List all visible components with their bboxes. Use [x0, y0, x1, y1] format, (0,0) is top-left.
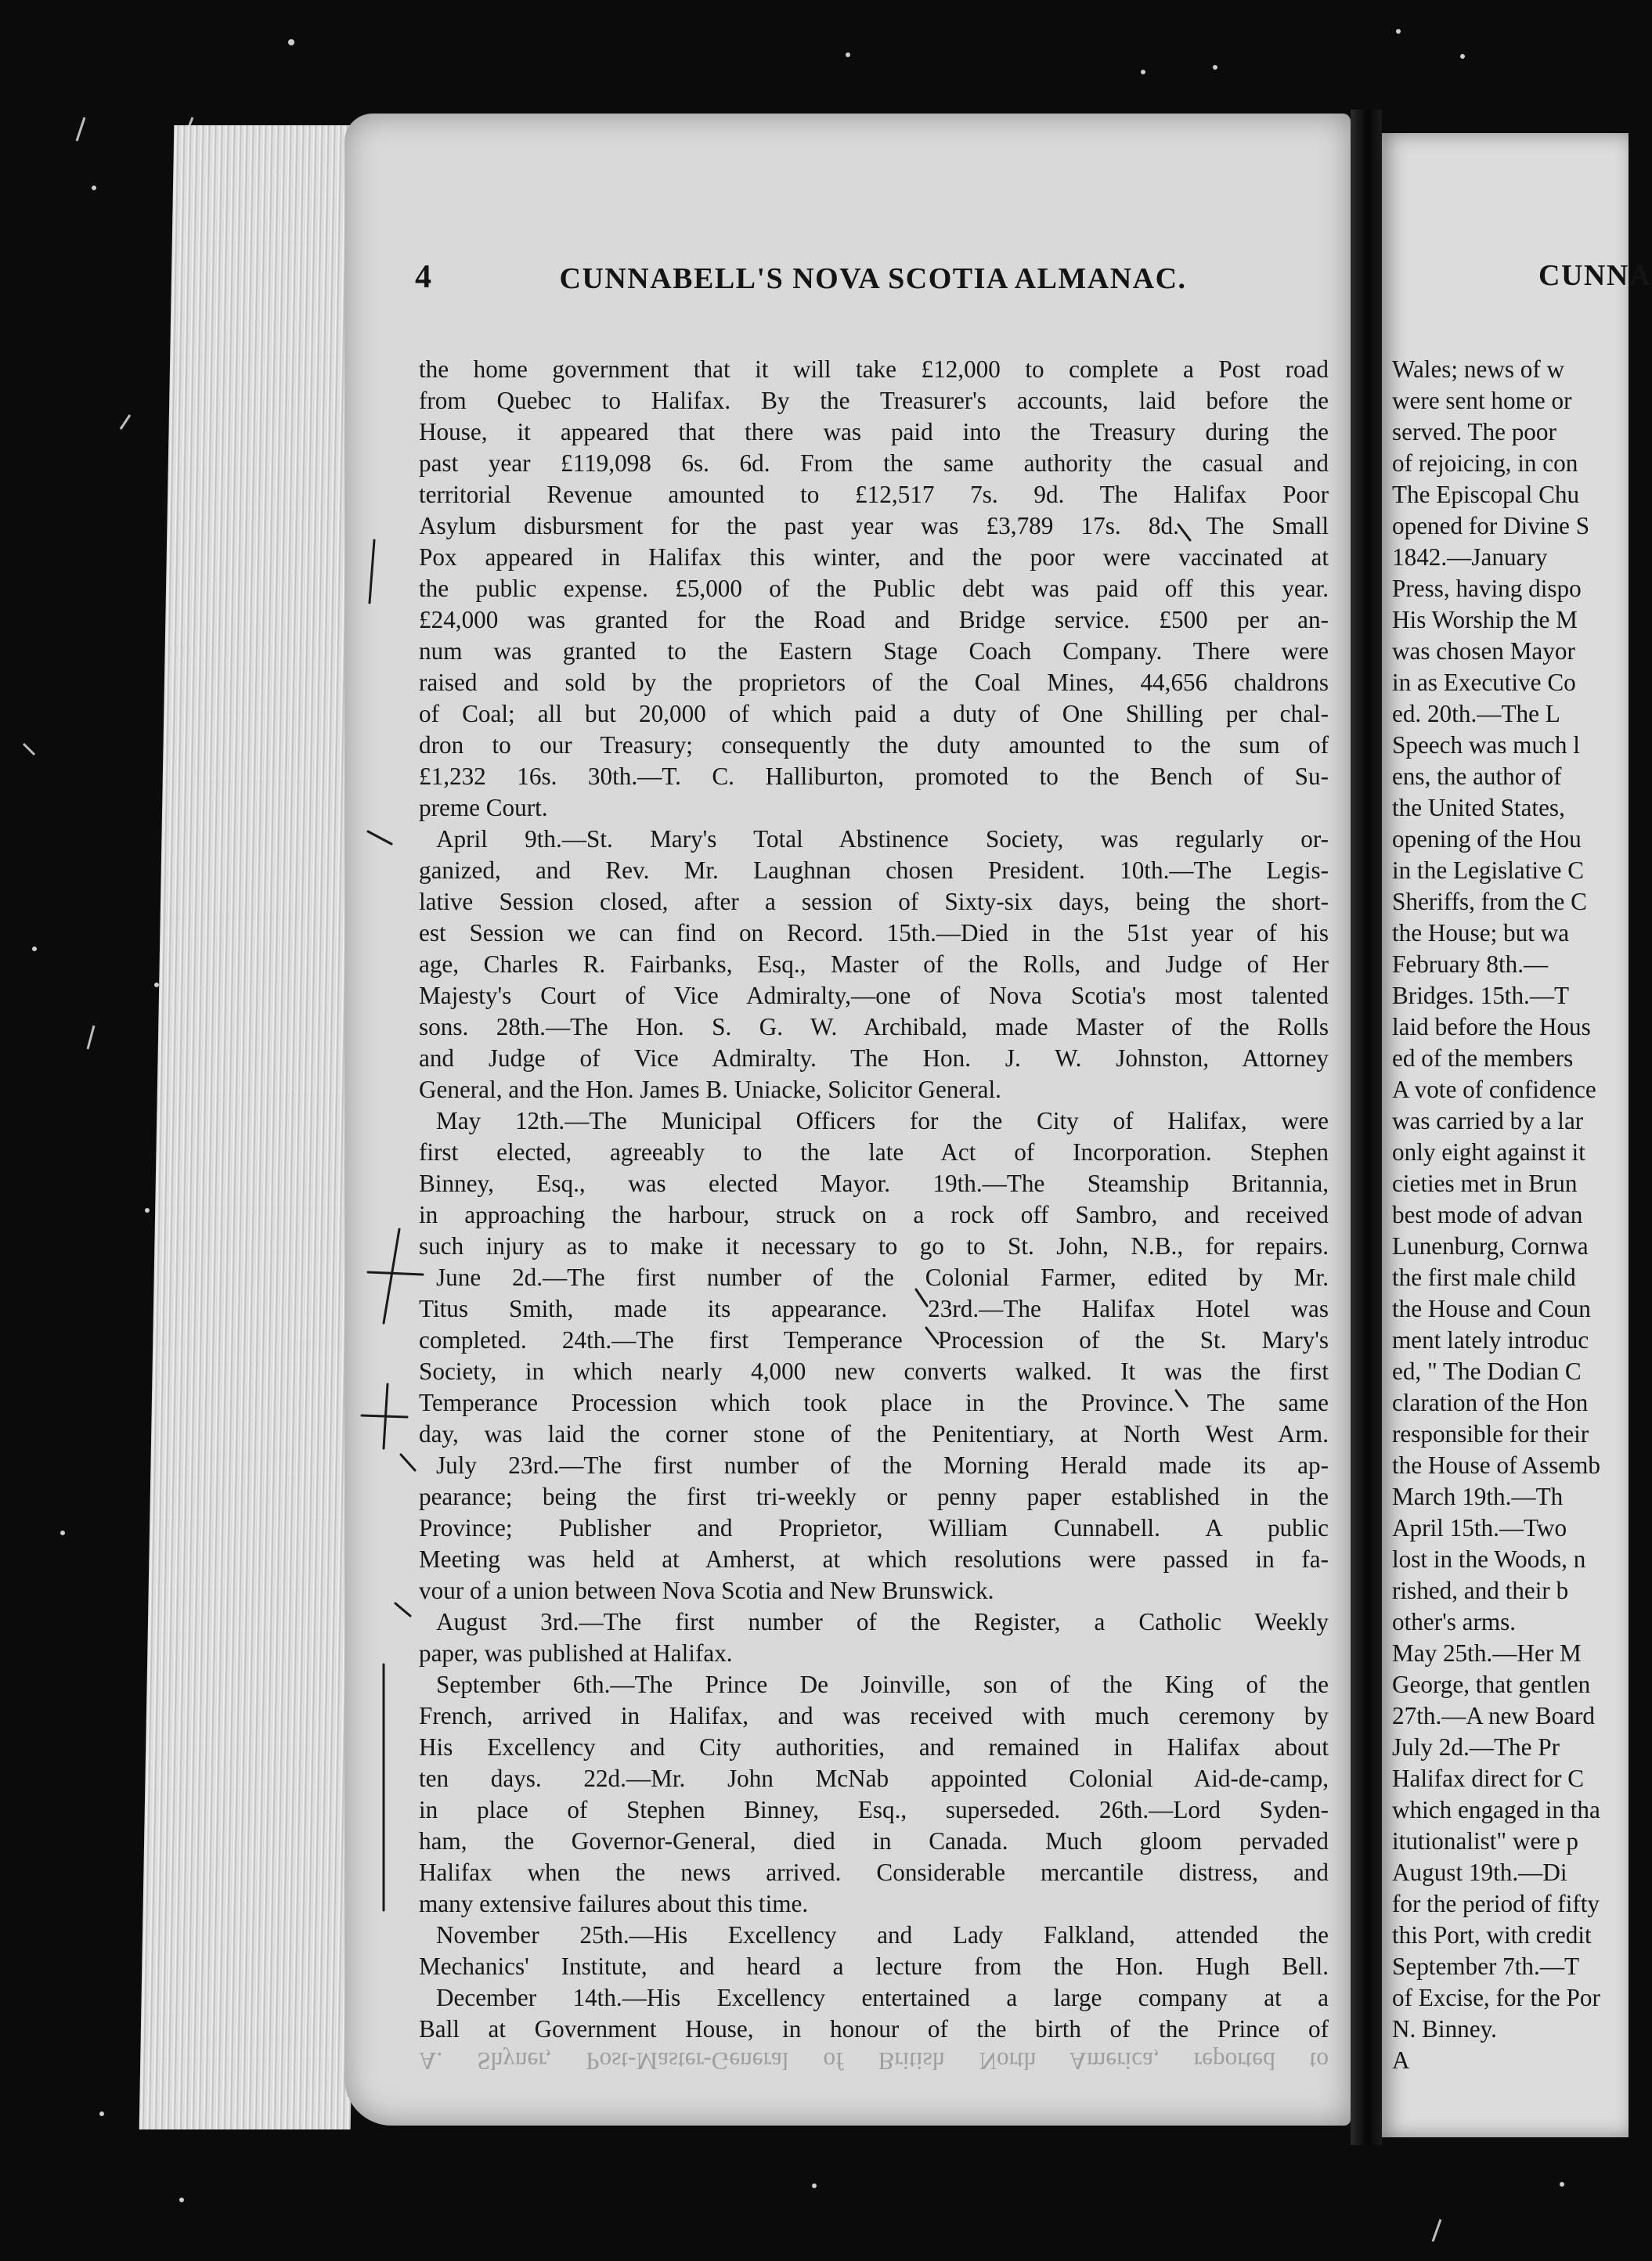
text-line: the home government that it will take £12,000 to complete a Post road — [419, 355, 1329, 383]
text-line: Majesty's Court of Vice Admiralty,—one of Nova Scotia's most talented — [419, 982, 1329, 1009]
text-line-june: June 2d.—The first number of the Colonial Farmer, edited by Mr. — [436, 1264, 1329, 1291]
text-line: Society, in which nearly 4,000 new converts walked. It was the first — [419, 1358, 1329, 1385]
right-text-line: July 2d.—The Pr — [1392, 1733, 1560, 1761]
running-head-title: CUNNABELL'S NOVA SCOTIA ALMANAC. — [559, 262, 1187, 295]
right-text-line: ed. 20th.—The L — [1392, 700, 1560, 727]
text-line: General, and the Hon. James B. Uniacke, Solicitor General. — [419, 1076, 1001, 1103]
text-line-april: April 9th.—St. Mary's Total Abstinence Society, was regularly or- — [436, 825, 1329, 853]
right-text-line: Halifax direct for C — [1392, 1765, 1585, 1792]
text-line: Mechanics' Institute, and heard a lecture from the Hon. Hugh Bell. — [419, 1953, 1329, 1980]
right-text-line: served. The poor — [1392, 418, 1556, 445]
text-line: Meeting was held at Amherst, at which resolutions were passed in fa- — [419, 1545, 1329, 1573]
right-text-line: A vote of confidence — [1392, 1076, 1596, 1103]
right-text-line: May 25th.—Her M — [1392, 1639, 1582, 1667]
right-text-line: ed of the members — [1392, 1044, 1574, 1072]
text-line: ham, the Governor-General, died in Canada. Much gloom pervaded — [419, 1827, 1329, 1855]
text-line: preme Court. — [419, 794, 548, 821]
book-gutter — [1351, 110, 1382, 2145]
text-line: and Judge of Vice Admiralty. The Hon. J. W. Johnston, Attorney — [419, 1044, 1329, 1072]
text-line: Temperance Procession which took place in the Province. The same — [419, 1389, 1329, 1416]
text-line: Province; Publisher and Proprietor, William Cunnabell. A public — [419, 1514, 1329, 1542]
text-line: past year £119,098 6s. 6d. From the same authority the casual and — [419, 449, 1329, 477]
right-text-line: Wales; news of w — [1392, 355, 1565, 383]
text-line: in place of Stephen Binney, Esq., superseded. 26th.—Lord Syden- — [419, 1796, 1329, 1823]
right-text-line: September 7th.—T — [1392, 1953, 1580, 1980]
right-text-line: March 19th.—Th — [1392, 1483, 1564, 1510]
text-line: vour of a union between Nova Scotia and New Brunswick. — [419, 1577, 994, 1604]
text-line: Binney, Esq., was elected Mayor. 19th.—The Steamship Britannia, — [419, 1170, 1329, 1197]
text-line: many extensive failures about this time. — [419, 1890, 809, 1917]
right-text-line: was chosen Mayor — [1392, 637, 1575, 665]
right-text-line: ens, the author of — [1392, 763, 1562, 790]
right-text-line: of Excise, for the Por — [1392, 1984, 1600, 2011]
text-line: num was granted to the Eastern Stage Coach Company. There were — [419, 637, 1329, 665]
right-text-line: the House; but wa — [1392, 919, 1570, 947]
bleed-through-line: A. Shyner, Post-Master-General of British North America, reported to — [419, 2047, 1329, 2075]
right-text-line: only eight against it — [1392, 1138, 1585, 1166]
text-line: ten days. 22d.—Mr. John McNab appointed Colonial Aid-de-camp, — [419, 1765, 1329, 1792]
text-line: paper, was published at Halifax. — [419, 1639, 733, 1667]
right-text-line: the first male child — [1392, 1264, 1576, 1291]
right-text-line: The Episcopal Chu — [1392, 481, 1580, 508]
right-text-line: Bridges. 15th.—T — [1392, 982, 1570, 1009]
right-text-line: George, that gentlen — [1392, 1671, 1591, 1698]
text-line: the public expense. £5,000 of the Public debt was paid off this year. — [419, 575, 1329, 602]
right-text-line: 1842.—January — [1392, 543, 1548, 571]
right-text-line: rished, and their b — [1392, 1577, 1569, 1604]
text-line: est Session we can find on Record. 15th.—Died in the 51st year of his — [419, 919, 1329, 947]
text-line: Titus Smith, made its appearance. 23rd.—The Halifax Hotel was — [419, 1295, 1329, 1322]
text-line: from Quebec to Halifax. By the Treasurer's accounts, laid before the — [419, 387, 1329, 414]
text-line: His Excellency and City authorities, and remained in Halifax about — [419, 1733, 1329, 1761]
text-line-december: December 14th.—His Excellency entertained a large company at a — [436, 1984, 1329, 2011]
right-text-line: N. Binney. — [1392, 2015, 1497, 2043]
text-line: territorial Revenue amounted to £12,517 7s. 9d. The Halifax Poor — [419, 481, 1329, 508]
text-line: ganized, and Rev. Mr. Laughnan chosen President. 10th.—The Legis- — [419, 856, 1329, 884]
right-text-line: Sheriffs, from the C — [1392, 888, 1587, 915]
right-text-line: itutionalist" were p — [1392, 1827, 1578, 1855]
right-text-line: was carried by a lar — [1392, 1107, 1584, 1134]
right-text-line: Speech was much l — [1392, 731, 1580, 759]
right-text-line: were sent home or — [1392, 387, 1572, 414]
text-line: dron to our Treasury; consequently the duty amounted to the sum of — [419, 731, 1329, 759]
text-line: such injury as to make it necessary to go to St. John, N.B., for repairs. — [419, 1232, 1329, 1260]
right-text-line: February 8th.— — [1392, 950, 1549, 978]
text-line: in approaching the harbour, struck on a rock off Sambro, and received — [419, 1201, 1329, 1228]
right-text-line: in as Executive Co — [1392, 669, 1576, 696]
text-line: Halifax when the news arrived. Considerable mercantile distress, and — [419, 1859, 1329, 1886]
right-text-line: responsible for their — [1392, 1420, 1589, 1448]
text-line: lative Session closed, after a session of Sixty-six days, being the short- — [419, 888, 1329, 915]
text-line: pearance; being the first tri-weekly or penny paper established in the — [419, 1483, 1329, 1510]
text-line-november: November 25th.—His Excellency and Lady Falkland, attended the — [436, 1921, 1329, 1949]
right-text-line: April 15th.—Two — [1392, 1514, 1567, 1542]
right-text-line: this Port, with credit — [1392, 1921, 1592, 1949]
text-line: completed. 24th.—The first Temperance Procession of the St. Mary's — [419, 1326, 1329, 1354]
right-text-line: best mode of advan — [1392, 1201, 1583, 1228]
right-text-line: opened for Divine S — [1392, 512, 1590, 539]
right-text-line: for the period of fifty — [1392, 1890, 1600, 1917]
text-line: House, it appeared that there was paid into the Treasury during the — [419, 418, 1329, 445]
right-text-line: lost in the Woods, n — [1392, 1545, 1586, 1573]
right-text-line: in the Legislative C — [1392, 856, 1585, 884]
right-page-text — [1392, 354, 1629, 2074]
right-text-line: Press, having dispo — [1392, 575, 1582, 602]
right-text-line: opening of the Hou — [1392, 825, 1582, 853]
text-line: Asylum disbursment for the past year was £3,789 17s. 8d. The Small — [419, 512, 1329, 539]
text-line: day, was laid the corner stone of the Penitentiary, at North West Arm. — [419, 1420, 1329, 1448]
right-text-line: His Worship the M — [1392, 606, 1578, 633]
running-header — [415, 258, 1331, 305]
right-text-line: the House of Assemb — [1392, 1451, 1600, 1479]
right-text-line: ment lately introduc — [1392, 1326, 1589, 1354]
right-text-line: ed, " The Dodian C — [1392, 1358, 1582, 1385]
right-running-head: CUNNA — [1538, 259, 1652, 292]
text-line: raised and sold by the proprietors of the Coal Mines, 44,656 chaldrons — [419, 669, 1329, 696]
text-line: first elected, agreeably to the late Act of Incorporation. Stephen — [419, 1138, 1329, 1166]
almanac-body-text — [419, 354, 1329, 2075]
text-line-september: September 6th.—The Prince De Joinville, son of the King of the — [436, 1671, 1329, 1698]
text-line: Pox appeared in Halifax this winter, and the poor were vaccinated at — [419, 543, 1329, 571]
text-line: Ball at Government House, in honour of the birth of the Prince of — [419, 2015, 1329, 2043]
right-text-line: 27th.—A new Board — [1392, 1702, 1596, 1729]
text-line: age, Charles R. Fairbanks, Esq., Master of the Rolls, and Judge of Her — [419, 950, 1329, 978]
right-text-line: which engaged in tha — [1392, 1796, 1600, 1823]
page-number: 4 — [415, 259, 431, 295]
right-text-line: August 19th.—Di — [1392, 1859, 1567, 1886]
right-text-line: laid before the Hous — [1392, 1013, 1591, 1040]
right-text-line: the United States, — [1392, 794, 1565, 821]
text-line: of Coal; all but 20,000 of which paid a duty of One Shilling per chal- — [419, 700, 1329, 727]
right-text-line: of rejoicing, in con — [1392, 449, 1578, 477]
right-text-line: cieties met in Brun — [1392, 1170, 1578, 1197]
right-text-line: A — [1392, 2046, 1410, 2074]
right-text-line: Lunenburg, Cornwa — [1392, 1232, 1589, 1260]
right-text-line: other's arms. — [1392, 1608, 1517, 1635]
text-line: £24,000 was granted for the Road and Bridge service. £500 per an- — [419, 606, 1329, 633]
text-line: £1,232 16s. 30th.—T. C. Halliburton, promoted to the Bench of Su- — [419, 763, 1329, 790]
text-line: sons. 28th.—The Hon. S. G. W. Archibald, made Master of the Rolls — [419, 1013, 1329, 1040]
right-text-line: the House and Coun — [1392, 1295, 1591, 1322]
text-line: French, arrived in Halifax, and was received with much ceremony by — [419, 1702, 1329, 1729]
text-line-may: May 12th.—The Municipal Officers for the City of Halifax, were — [436, 1107, 1329, 1134]
right-text-line: claration of the Hon — [1392, 1389, 1589, 1416]
text-line-august: August 3rd.—The first number of the Register, a Catholic Weekly — [436, 1608, 1329, 1635]
text-line-july: July 23rd.—The first number of the Morning Herald made its ap- — [436, 1451, 1329, 1479]
